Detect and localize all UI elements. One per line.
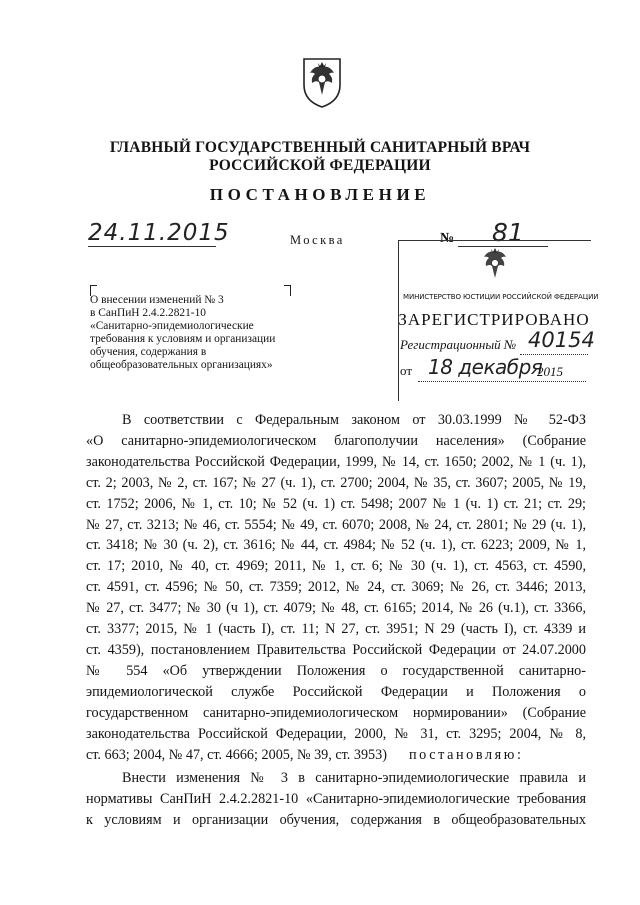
document-title: ПОСТАНОВЛЕНИЕ <box>209 185 431 204</box>
stamp-reg-label: Регистрационный № <box>400 337 517 352</box>
paragraph-line: ст. 3377; 2015, № 1 (часть I), ст. 11; N 27, ст. 3951; N 29 (часть I), ст. 4339 и <box>86 621 586 638</box>
paragraph-line: ст. 2; 2003, № 2, ст. 167; № 27 (ч. 1), ст. 2700; 2004, № 35, ст. 3607; 2005, № 19, <box>86 474 586 491</box>
paragraph-line: ст. 1752; 2006, № 1, ст. 10; № 52 (ч. 1) ст. 5498; 2007 № 1 (ч. 1) ст. 21; ст. 29; <box>86 495 586 512</box>
stamp-reg-number: 40154 <box>528 328 595 352</box>
issuer-line-2: РОССИЙСКОЙ ФЕДЕРАЦИИ <box>209 157 431 174</box>
number-sign: № <box>440 231 455 246</box>
date-underline <box>88 246 216 247</box>
paragraph-line: нормативы СанПиН 2.4.2.2821-10 «Санитарно-эпидемиологические требования <box>86 790 586 807</box>
paragraph-line: № 554 «Об утверждении Положения о государственной санитарно- <box>86 662 586 679</box>
stamp-reg-date: 18 декабря <box>428 355 543 379</box>
paragraph-line: Внести изменения № 3 в санитарно-эпидемиологические правила и <box>122 770 586 786</box>
subject-line: «Санитарно-эпидемиологические <box>90 320 254 332</box>
handwritten-date: 24.11.2015 <box>88 220 230 246</box>
stamp-emblem-icon <box>476 246 514 288</box>
paragraph-line: законодательства Российской Федерации, 1999, № 14, ст. 1650; 2002, № 1 (ч. 1), <box>86 453 586 470</box>
paragraph-line: № 27, ст. 3477; № 30 (ч 1), ст. 4079; № 48, ст. 6165; 2014, № 26 (ч.1), ст. 3366, <box>86 600 586 617</box>
issuer-line-1: ГЛАВНЫЙ ГОСУДАРСТВЕННЫЙ САНИТАРНЫЙ ВРАЧ <box>109 139 531 156</box>
resolution-word: постановляю: <box>408 746 524 763</box>
city: Москва <box>290 233 345 247</box>
preamble-paragraph <box>86 410 586 765</box>
stamp-date-underline <box>418 381 586 382</box>
subject-line: О внесении изменений № 3 <box>90 294 224 306</box>
subject-line: общеобразовательных организациях» <box>90 359 273 371</box>
paragraph-line: к условиям и организации обучения, содержания в общеобразовательных <box>86 811 586 828</box>
subject-line: в СанПиН 2.4.2.2821-10 <box>90 307 206 319</box>
subject-block <box>90 294 290 372</box>
paragraph-line: ст. 3418; № 30 (ч. 2), ст. 3616; № 44, ст. 4984; № 52 (ч. 1), ст. 6223; 2009, № 1, <box>86 537 586 554</box>
paragraph-line: В соответствии с Федеральным законом от 30.03.1999 № 52-ФЗ <box>122 412 586 428</box>
paragraph-line: ст. 663; 2004, № 47, ст. 4666; 2005, № 39, ст. 3953) <box>86 746 387 763</box>
paragraph-line: ст. 17; 2010, № 40, ст. 4969; 2011, № 1, ст. 6; № 30 (ч. 1), ст. 4563, ст. 4590, <box>86 558 586 575</box>
paragraph-line: государственном санитарно-эпидемиологическом нормировании» (Собрание <box>86 704 586 721</box>
paragraph-line: ст. 4591, ст. 4596; № 50, ст. 7359; 2012, № 24, ст. 3069; № 26, ст. 3446; 2013, <box>86 579 586 596</box>
coat-of-arms-emblem <box>300 55 344 109</box>
resolution-paragraph <box>86 768 586 831</box>
stamp-from-label: от <box>400 363 413 378</box>
paragraph-line: эпидемиологической службе Российской Федерации и Положения о <box>86 683 586 700</box>
paragraph-line: законодательства Российской Федерации, 2000, № 31, ст. 3295; 2004, № 8, <box>86 725 586 742</box>
stamp-ministry: МИНИСТЕРСТВО ЮСТИЦИИ РОССИЙСКОЙ ФЕДЕРАЦИИ <box>403 293 599 301</box>
subject-line: обучения, содержания в <box>90 346 207 358</box>
subject-line: требования к условиям и организации <box>90 333 276 345</box>
handwritten-number: 81 <box>492 218 524 247</box>
stamp-reg-year: 2015 <box>537 364 563 379</box>
paragraph-last-line <box>86 745 586 766</box>
paragraph-line: № 27, ст. 3213; № 46, ст. 5554; № 49, ст. 6070; 2008, № 24, ст. 2801; № 29 (ч. 1), <box>86 516 586 533</box>
stamp-registered: ЗАРЕГИСТРИРОВАНО <box>398 310 590 329</box>
paragraph-line: «О санитарно-эпидемиологическом благополучии населения» (Собрание <box>86 432 586 449</box>
paragraph-line: ст. 4359), постановлением Правительства Российской Федерации от 24.07.2000 <box>86 641 586 658</box>
